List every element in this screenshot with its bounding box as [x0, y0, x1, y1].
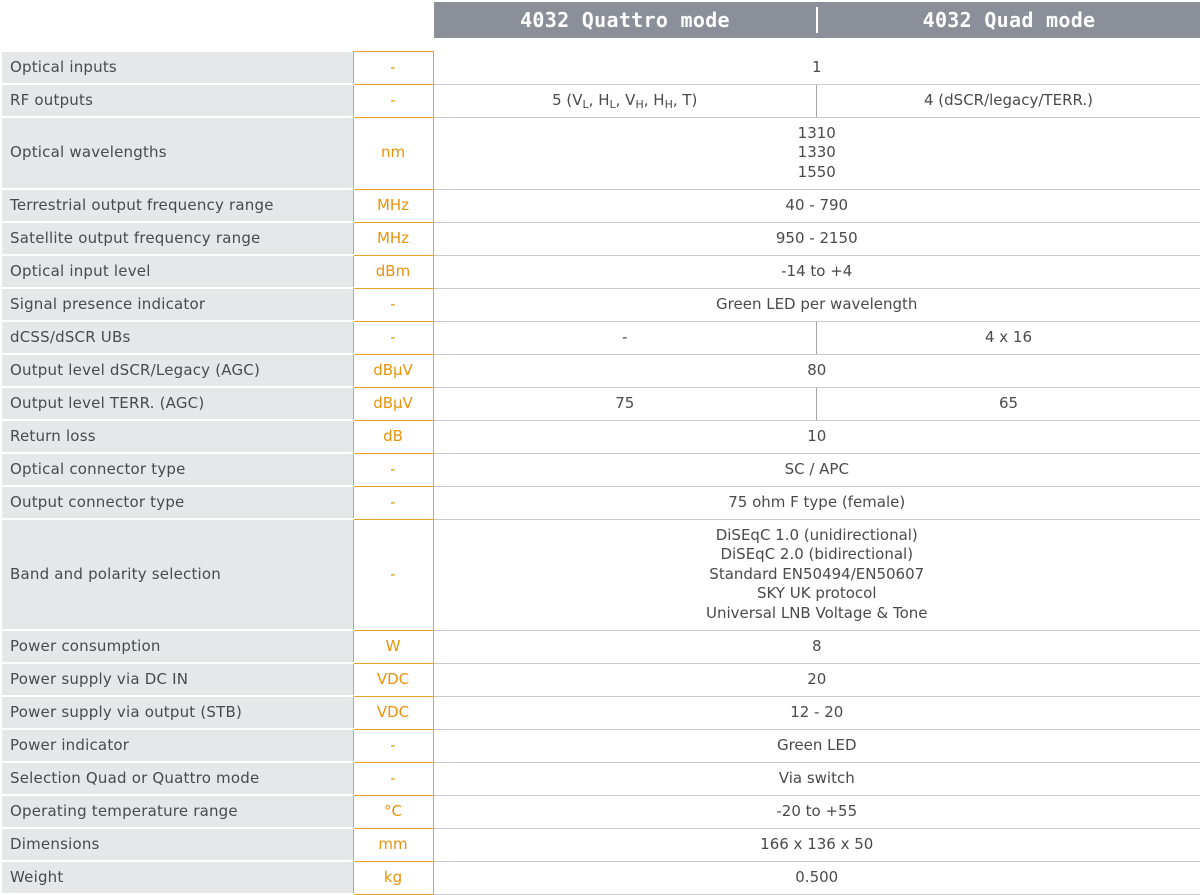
row-unit: VDC	[353, 696, 433, 729]
row-unit: -	[353, 84, 433, 117]
row-unit: dB	[353, 420, 433, 453]
row-label: dCSS/dSCR UBs	[2, 321, 353, 354]
table-row	[2, 117, 1200, 189]
row-value: DiSEqC 1.0 (unidirectional) DiSEqC 2.0 (bidirectional) Standard EN50494/EN50607 SKY UK protocol Universal LNB Voltage & Tone	[433, 519, 1200, 630]
table-row	[2, 420, 1200, 453]
row-label: Selection Quad or Quattro mode	[2, 762, 353, 795]
row-label: Power indicator	[2, 729, 353, 762]
row-unit: nm	[353, 117, 433, 189]
row-unit: dBµV	[353, 354, 433, 387]
row-value: 950 - 2150	[433, 222, 1200, 255]
row-unit: -	[353, 453, 433, 486]
row-value-quad: 65	[817, 387, 1200, 420]
table-row	[2, 222, 1200, 255]
row-unit: -	[353, 288, 433, 321]
table-row	[2, 861, 1200, 894]
table-row	[2, 52, 1200, 85]
row-label: Output level TERR. (AGC)	[2, 387, 353, 420]
row-unit: -	[353, 519, 433, 630]
row-label: Optical connector type	[2, 453, 353, 486]
row-value: 20	[433, 663, 1200, 696]
row-value: 40 - 790	[433, 189, 1200, 222]
table-row	[2, 321, 1200, 354]
table-row	[2, 189, 1200, 222]
row-unit: -	[353, 486, 433, 519]
row-value-quad: 4 x 16	[817, 321, 1200, 354]
table-row	[2, 729, 1200, 762]
header-quad-mode: 4032 Quad mode	[818, 8, 1200, 32]
row-label: Dimensions	[2, 828, 353, 861]
row-value: 8	[433, 630, 1200, 663]
header-quattro-mode: 4032 Quattro mode	[434, 8, 816, 32]
row-label: Optical input level	[2, 255, 353, 288]
row-label: Power supply via output (STB)	[2, 696, 353, 729]
row-unit: dBm	[353, 255, 433, 288]
row-value: 1310 1330 1550	[433, 117, 1200, 189]
table-row	[2, 762, 1200, 795]
row-label: Terrestrial output frequency range	[2, 189, 353, 222]
table-row	[2, 795, 1200, 828]
row-label: Output level dSCR/Legacy (AGC)	[2, 354, 353, 387]
row-unit: kg	[353, 861, 433, 894]
row-value: 80	[433, 354, 1200, 387]
row-label: Satellite output frequency range	[2, 222, 353, 255]
row-unit: -	[353, 729, 433, 762]
row-value: 10	[433, 420, 1200, 453]
row-label: Optical inputs	[2, 52, 353, 85]
table-row	[2, 696, 1200, 729]
row-label: Power supply via DC IN	[2, 663, 353, 696]
row-unit: -	[353, 52, 433, 85]
spec-table	[2, 51, 1200, 895]
row-value: Via switch	[433, 762, 1200, 795]
row-label: Power consumption	[2, 630, 353, 663]
row-label: Output connector type	[2, 486, 353, 519]
table-row	[2, 288, 1200, 321]
table-row	[2, 453, 1200, 486]
row-unit: W	[353, 630, 433, 663]
row-label: Operating temperature range	[2, 795, 353, 828]
row-value: 75 ohm F type (female)	[433, 486, 1200, 519]
row-unit: -	[353, 321, 433, 354]
row-label: Optical wavelengths	[2, 117, 353, 189]
row-value: 1	[433, 52, 1200, 85]
table-row	[2, 255, 1200, 288]
table-row	[2, 486, 1200, 519]
row-value-quattro: -	[433, 321, 817, 354]
row-unit: dBµV	[353, 387, 433, 420]
row-label: Return loss	[2, 420, 353, 453]
row-value: 166 x 136 x 50	[433, 828, 1200, 861]
row-unit: MHz	[353, 222, 433, 255]
row-value-quattro: 5 ($V_L$, $H_L$, $V_H$, $H_H$, T)	[433, 84, 817, 117]
row-value: SC / APC	[433, 453, 1200, 486]
row-unit: VDC	[353, 663, 433, 696]
table-row	[2, 663, 1200, 696]
row-value: 0.500	[433, 861, 1200, 894]
row-value: Green LED	[433, 729, 1200, 762]
row-label: Weight	[2, 861, 353, 894]
row-unit: MHz	[353, 189, 433, 222]
row-unit: -	[353, 762, 433, 795]
table-row	[2, 828, 1200, 861]
row-value: 12 - 20	[433, 696, 1200, 729]
row-label: Band and polarity selection	[2, 519, 353, 630]
row-value-quad: 4 (dSCR/legacy/TERR.)	[817, 84, 1200, 117]
row-unit: mm	[353, 828, 433, 861]
table-row	[2, 84, 1200, 117]
table-row	[2, 519, 1200, 630]
table-row	[2, 354, 1200, 387]
row-value-quattro: 75	[433, 387, 817, 420]
mode-header	[434, 2, 1200, 38]
row-value: -20 to +55	[433, 795, 1200, 828]
row-value: Green LED per wavelength	[433, 288, 1200, 321]
row-label: Signal presence indicator	[2, 288, 353, 321]
row-unit: °C	[353, 795, 433, 828]
row-label: RF outputs	[2, 84, 353, 117]
table-row	[2, 387, 1200, 420]
table-row	[2, 630, 1200, 663]
row-value: -14 to +4	[433, 255, 1200, 288]
